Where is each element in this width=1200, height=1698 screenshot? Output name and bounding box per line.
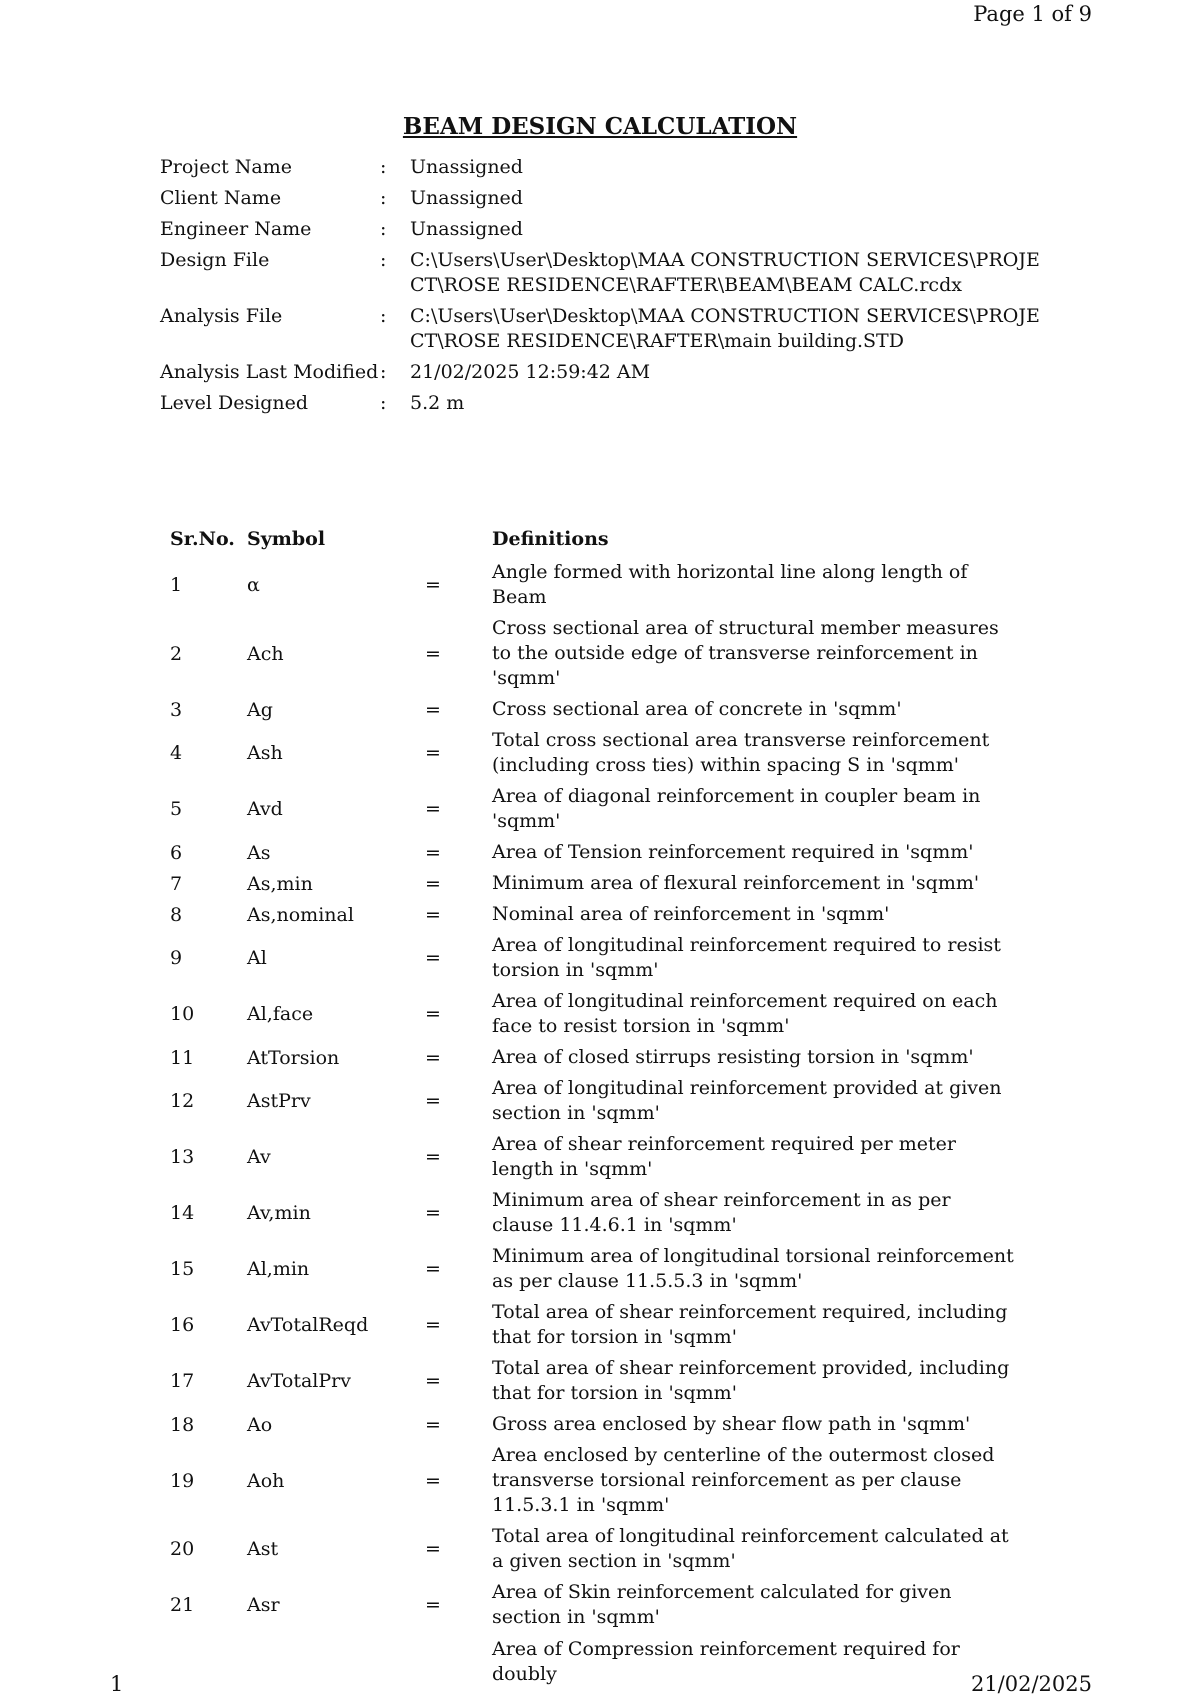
table-row <box>170 899 1017 930</box>
info-colon: : <box>380 187 387 209</box>
table-row <box>170 1042 1017 1073</box>
header-sr-no: Sr.No. <box>170 528 235 550</box>
footer-date: 21/02/2025 <box>970 1672 1092 1696</box>
info-value: C:\Users\User\Desktop\MAA CONSTRUCTION SERVICES\PROJECT\ROSE RESIDENCE\RAFTER\main building.STD <box>410 305 1040 352</box>
info-colon: : <box>380 156 387 178</box>
row-equals: = <box>425 642 441 665</box>
row-equals: = <box>425 947 441 969</box>
row-symbol: Ach <box>247 642 284 665</box>
row-definition: Area of Skin reinforcement calculated for given section in 'sqmm' <box>492 1581 952 1628</box>
table-row <box>170 613 1017 694</box>
row-sr-no: 19 <box>170 1469 195 1492</box>
footer-page-number: 1 <box>110 1672 124 1696</box>
row-definition: Cross sectional area of concrete in 'sqmm' <box>492 698 902 720</box>
row-symbol: Al,face <box>247 1003 314 1025</box>
info-label: Design File <box>160 249 270 271</box>
row-definition: Area of shear reinforcement required per meter length in 'sqmm' <box>492 1133 956 1180</box>
table-row <box>170 1353 1017 1409</box>
row-equals: = <box>425 798 441 820</box>
table-row <box>170 1129 1017 1185</box>
row-equals: = <box>425 872 441 895</box>
info-colon: : <box>380 361 387 383</box>
row-equals: = <box>425 574 441 596</box>
row-sr-no: 6 <box>170 841 183 864</box>
info-label: Analysis File <box>160 305 283 327</box>
table-row <box>170 1521 1017 1577</box>
info-value: Unassigned <box>410 187 523 209</box>
row-sr-no: 4 <box>170 742 183 764</box>
row-symbol: Avd <box>247 798 283 820</box>
info-row-engineer-name <box>160 217 1042 242</box>
info-row-project-name <box>160 155 1042 180</box>
row-definition: Area of longitudinal reinforcement provided at given section in 'sqmm' <box>492 1077 1002 1124</box>
row-sr-no: 10 <box>170 1003 195 1025</box>
row-symbol: AstPrv <box>247 1090 311 1112</box>
info-row-client-name <box>160 186 1042 211</box>
row-sr-no: 1 <box>170 574 183 596</box>
row-definition: Minimum area of longitudinal torsional reinforcement as per clause 11.5.5.3 in 'sqmm' <box>492 1245 1014 1292</box>
row-symbol: As,min <box>247 872 313 895</box>
row-sr-no: 15 <box>170 1258 195 1280</box>
row-definition: Area of longitudinal reinforcement required to resist torsion in 'sqmm' <box>492 934 1001 981</box>
table-row <box>170 1185 1017 1241</box>
row-equals: = <box>425 1146 441 1168</box>
row-equals: = <box>425 1202 441 1224</box>
row-symbol: α <box>247 574 260 596</box>
row-definition: Cross sectional area of structural member measures to the outside edge of transverse reinforcement in 'sqmm' <box>492 617 999 689</box>
row-equals: = <box>425 1594 441 1616</box>
info-value: Unassigned <box>410 218 523 240</box>
info-label: Client Name <box>160 187 282 209</box>
row-sr-no: 13 <box>170 1146 195 1168</box>
row-sr-no: 8 <box>170 903 183 926</box>
row-equals: = <box>425 1046 441 1069</box>
row-symbol: Ag <box>247 698 273 721</box>
row-sr-no: 16 <box>170 1314 195 1336</box>
info-value: 5.2 m <box>410 392 465 414</box>
definitions-header <box>170 521 1017 557</box>
info-colon: : <box>380 218 387 240</box>
row-definition: Total area of longitudinal reinforcement calculated at a given section in 'sqmm' <box>492 1525 1009 1572</box>
row-sr-no: 17 <box>170 1370 195 1392</box>
row-sr-no: 18 <box>170 1413 195 1436</box>
table-row <box>170 837 1017 868</box>
info-label: Level Designed <box>160 392 309 414</box>
definitions-rows <box>170 557 1017 1633</box>
row-equals: = <box>425 1314 441 1336</box>
info-value: 21/02/2025 12:59:42 AM <box>410 361 651 383</box>
table-row <box>170 930 1017 986</box>
table-row <box>170 868 1017 899</box>
page-indicator: Page 1 of 9 <box>973 2 1092 26</box>
row-sr-no: 5 <box>170 798 183 820</box>
row-sr-no: 14 <box>170 1202 195 1224</box>
table-row <box>170 1577 1017 1633</box>
row-sr-no: 2 <box>170 642 183 665</box>
table-row <box>170 725 1017 781</box>
definition-continued: Area of Compression reinforcement required for doubly <box>492 1638 960 1685</box>
table-row <box>170 1073 1017 1129</box>
row-symbol: Av,min <box>247 1202 311 1224</box>
info-colon: : <box>380 305 387 327</box>
row-symbol: Ash <box>247 742 283 764</box>
row-definition: Area of Tension reinforcement required in 'sqmm' <box>492 841 974 863</box>
row-symbol: Asr <box>247 1594 280 1616</box>
row-definition: Total cross sectional area transverse reinforcement (including cross ties) within spacing S in 'sqmm' <box>492 729 990 776</box>
row-definition: Area of diagonal reinforcement in coupler beam in 'sqmm' <box>492 785 981 832</box>
table-row <box>170 1409 1017 1440</box>
table-row <box>170 986 1017 1042</box>
info-row-level-designed <box>160 391 1042 416</box>
row-definition: Area of longitudinal reinforcement required on each face to resist torsion in 'sqmm' <box>492 990 998 1037</box>
table-row <box>170 694 1017 725</box>
row-sr-no: 3 <box>170 698 183 721</box>
row-symbol: AvTotalPrv <box>247 1370 351 1392</box>
table-row <box>170 781 1017 837</box>
info-value: Unassigned <box>410 156 523 178</box>
table-row <box>170 1241 1017 1297</box>
row-equals: = <box>425 903 441 926</box>
table-row <box>170 557 1017 613</box>
table-row <box>170 1440 1017 1521</box>
row-symbol: As <box>247 841 271 864</box>
row-symbol: AtTorsion <box>247 1046 340 1069</box>
definitions-table <box>170 521 1017 1687</box>
row-equals: = <box>425 698 441 721</box>
row-equals: = <box>425 1258 441 1280</box>
row-definition: Area enclosed by centerline of the outermost closed transverse torsional reinforcement as per clause 11.5.3.1 in 'sqmm' <box>492 1444 995 1516</box>
info-label: Engineer Name <box>160 218 312 240</box>
row-sr-no: 20 <box>170 1538 195 1560</box>
row-symbol: Ao <box>247 1413 273 1436</box>
header-symbol: Symbol <box>247 528 326 550</box>
row-equals: = <box>425 742 441 764</box>
project-info <box>160 155 1042 422</box>
row-symbol: Aoh <box>247 1469 285 1492</box>
row-sr-no: 11 <box>170 1046 195 1069</box>
row-equals: = <box>425 1003 441 1025</box>
row-equals: = <box>425 1469 441 1492</box>
info-colon: : <box>380 392 387 414</box>
info-label: Project Name <box>160 156 292 178</box>
row-sr-no: 12 <box>170 1090 195 1112</box>
row-definition: Angle formed with horizontal line along length of Beam <box>492 561 968 608</box>
info-colon: : <box>380 249 387 271</box>
info-row-analysis-last-modified <box>160 360 1042 385</box>
row-symbol: Av <box>247 1146 271 1168</box>
row-definition: Total area of shear reinforcement required, including that for torsion in 'sqmm' <box>492 1301 1008 1348</box>
table-row <box>170 1297 1017 1353</box>
row-definition: Total area of shear reinforcement provided, including that for torsion in 'sqmm' <box>492 1357 1010 1404</box>
row-equals: = <box>425 1538 441 1560</box>
row-symbol: AvTotalReqd <box>247 1314 369 1336</box>
row-definition: Minimum area of flexural reinforcement in 'sqmm' <box>492 872 980 894</box>
row-equals: = <box>425 841 441 864</box>
row-equals: = <box>425 1370 441 1392</box>
info-value: C:\Users\User\Desktop\MAA CONSTRUCTION SERVICES\PROJECT\ROSE RESIDENCE\RAFTER\BEAM\BEAM CALC.rcdx <box>410 249 1040 296</box>
row-definition: Gross area enclosed by shear flow path in 'sqmm' <box>492 1413 971 1435</box>
document-title: BEAM DESIGN CALCULATION <box>402 113 798 140</box>
row-definition: Nominal area of reinforcement in 'sqmm' <box>492 903 890 925</box>
row-sr-no: 21 <box>170 1594 195 1616</box>
row-definition: Area of closed stirrups resisting torsion in 'sqmm' <box>492 1046 974 1068</box>
row-symbol: Al <box>247 947 267 969</box>
row-definition: Minimum area of shear reinforcement in as per clause 11.4.6.1 in 'sqmm' <box>492 1189 951 1236</box>
row-sr-no: 9 <box>170 947 183 969</box>
info-row-design-file <box>160 248 1042 298</box>
info-row-analysis-file <box>160 304 1042 354</box>
row-equals: = <box>425 1413 441 1436</box>
row-sr-no: 7 <box>170 872 183 895</box>
header-definitions: Definitions <box>492 528 609 550</box>
row-equals: = <box>425 1090 441 1112</box>
info-label: Analysis Last Modified <box>160 361 379 383</box>
row-symbol: Al,min <box>247 1258 310 1280</box>
row-symbol: As,nominal <box>247 903 354 926</box>
row-symbol: Ast <box>247 1538 279 1560</box>
